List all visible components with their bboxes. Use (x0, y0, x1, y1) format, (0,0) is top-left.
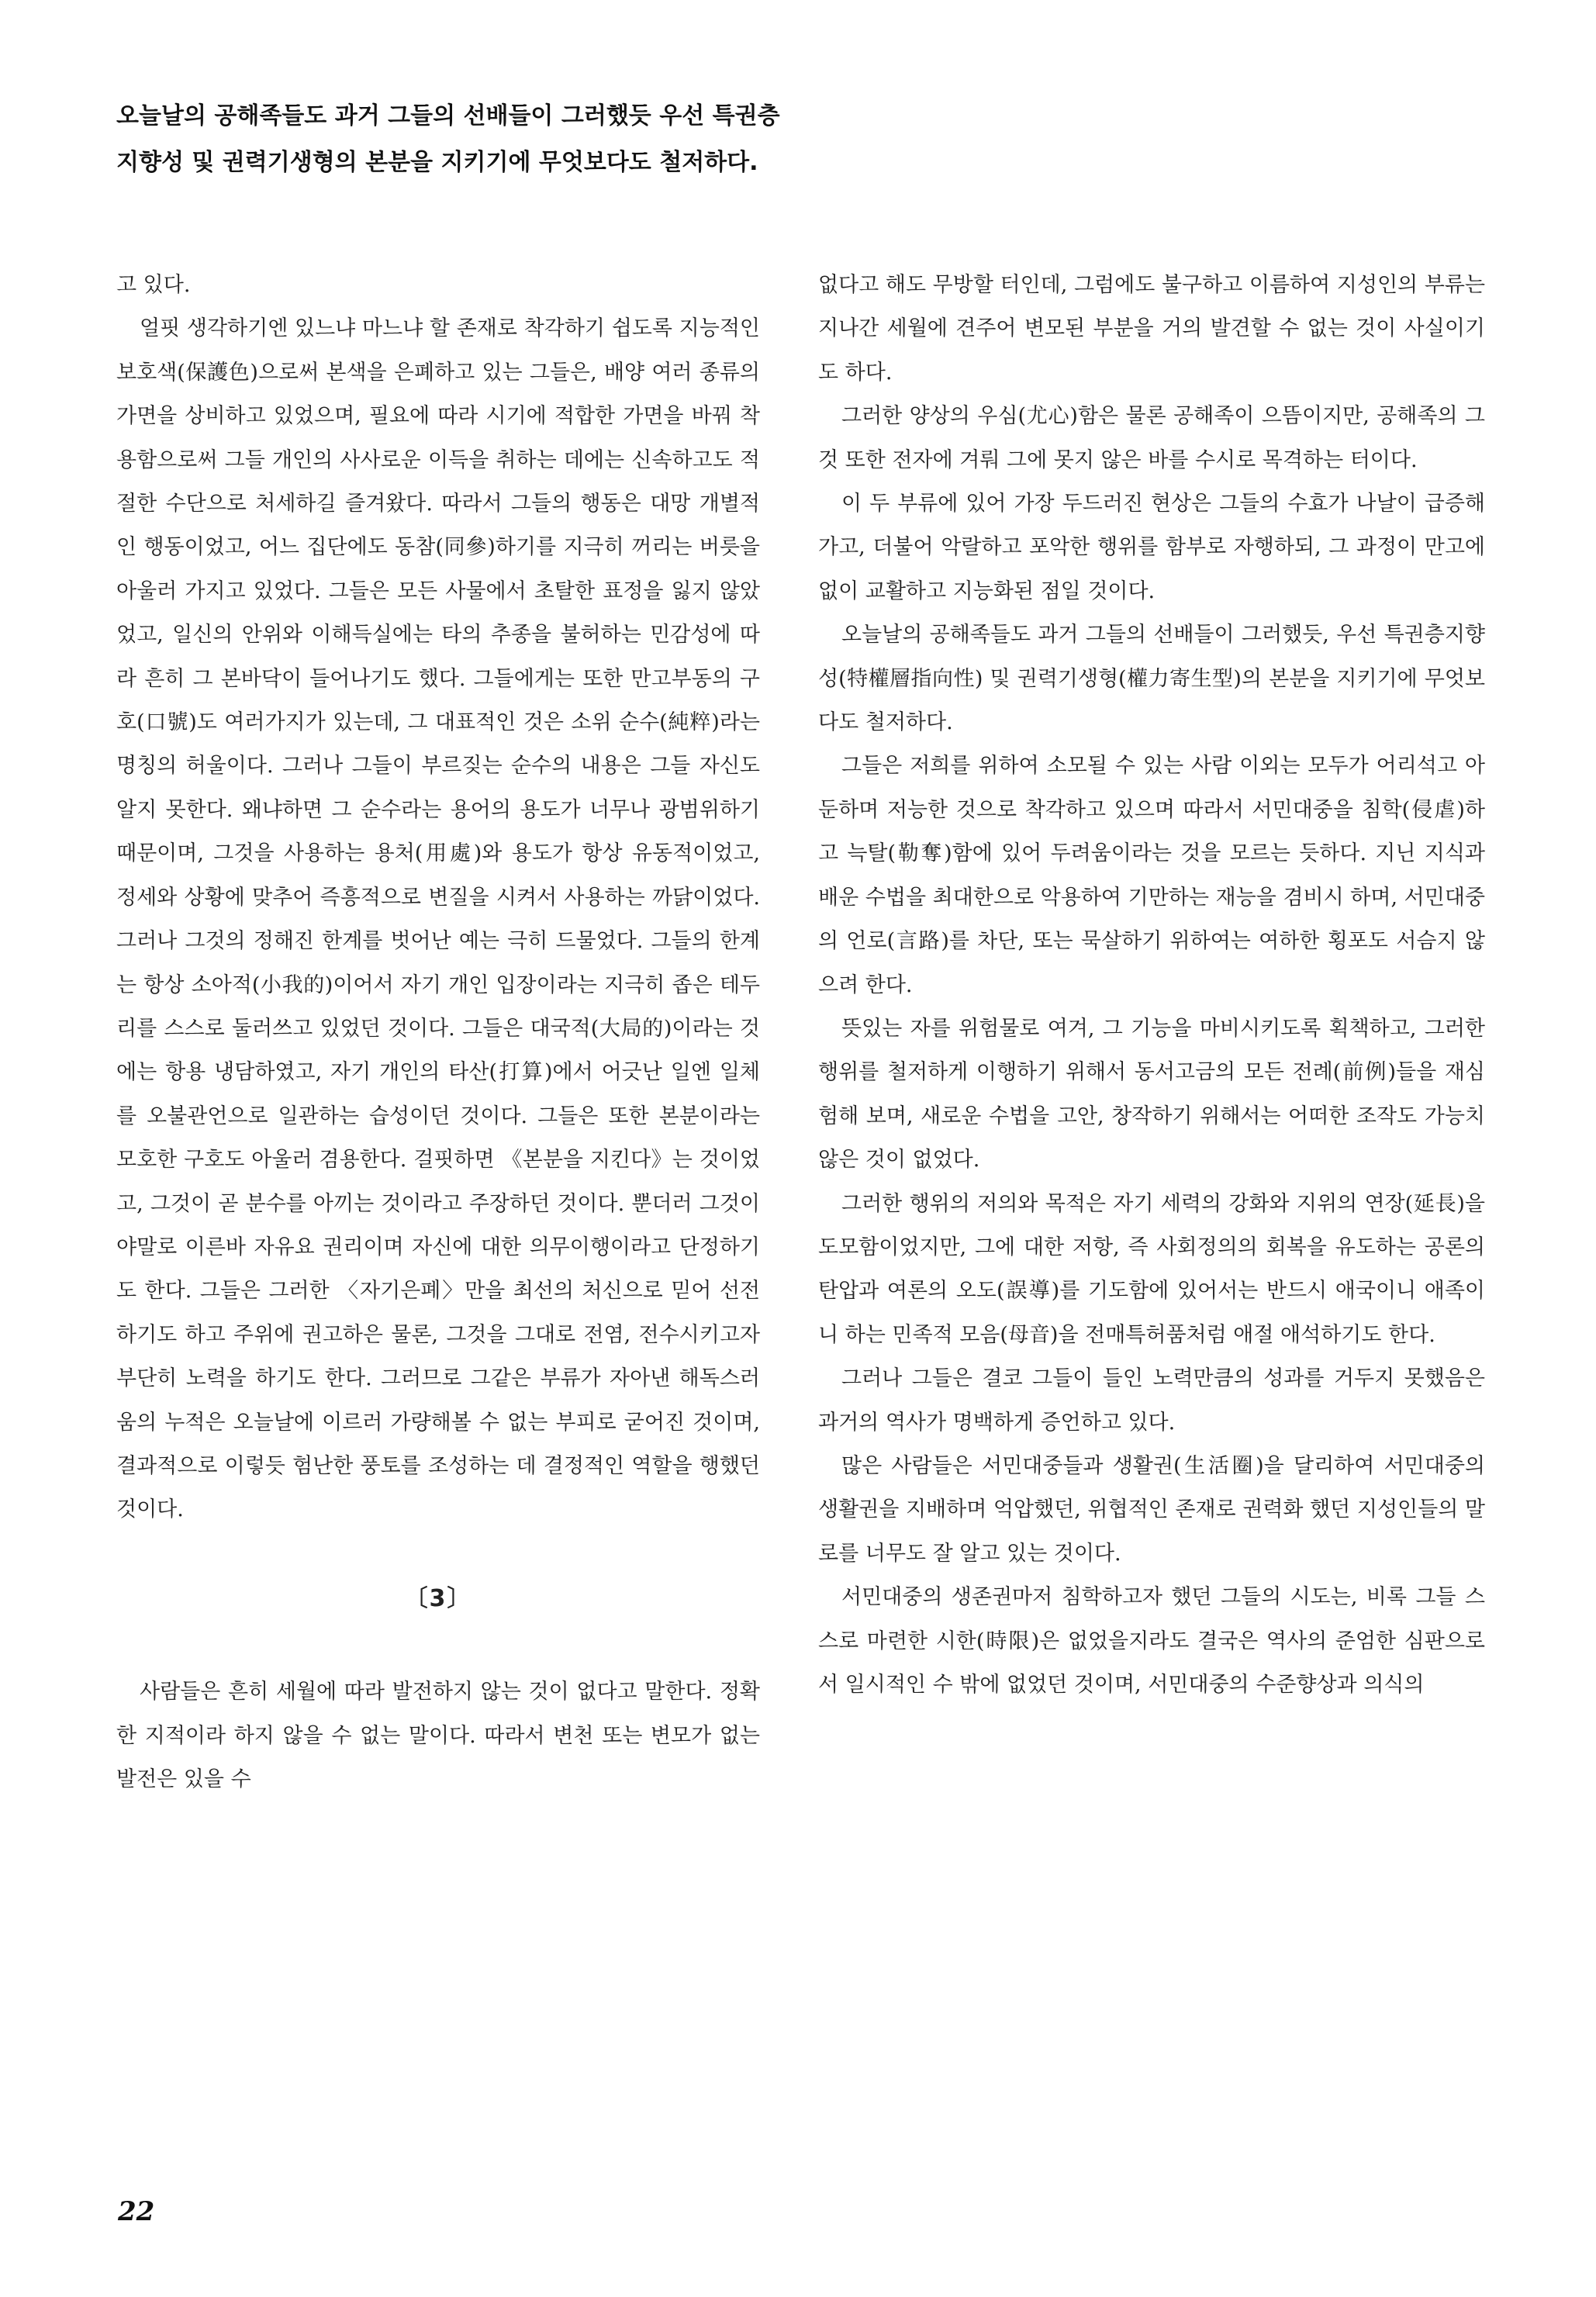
paragraph: 사람들은 흔히 세월에 따라 발전하지 않는 것이 없다고 말한다. 정확한 지적이라 하지 않을 수 없는 말이다. 따라서 변천 또는 변모가 없는 발전은 있을 수 (116, 1680, 760, 1791)
right-column (818, 264, 1485, 1707)
paragraph: 그들은 저희를 위하여 소모될 수 있는 사람 이외는 모두가 어리석고 아둔하며 저능한 것으로 착각하고 있으며 따라서 서민대중을 침학(侵虐)하고 늑탈(勒奪)함에 있어 두려움이라는 것을 모르는 듯하다. 지닌 지식과 배운 수법을 최대한으로 악용하여 기만하는 재능을 겸비시 하며, 서민대중의 언로(言路)를 차단, 또는 묵살하기 위하여는 여하한 횡포도 서슴지 않으려 한다. (818, 754, 1485, 997)
paragraph: 그러한 행위의 저의와 목적은 자기 세력의 강화와 지위의 연장(延長)을 도모함이었지만, 그에 대한 저항, 즉 사회정의의 회복을 유도하는 공론의 탄압과 여론의 오도(誤導)를 기도함에 있어서는 반드시 애국이니 애족이니 하는 민족적 모음(母音)을 전매특허품처럼 애절 애석하기도 한다. (818, 1191, 1485, 1347)
paragraph: 고 있다. (116, 273, 191, 297)
paragraph: 이 두 부류에 있어 가장 두드러진 현상은 그들의 수효가 나날이 급증해가고, 더불어 악랄하고 포악한 행위를 함부로 자행하되, 그 과정이 만고에 없이 교활하고 지능화된 점일 것이다. (818, 492, 1485, 603)
paragraph: 없다고 해도 무방할 터인데, 그럼에도 불구하고 이름하여 지성인의 부류는 지나간 세월에 견주어 변모된 부분을 거의 발견할 수 없는 것이 사실이기도 하다. (818, 273, 1485, 385)
paragraph: 오늘날의 공해족들도 과거 그들의 선배들이 그러했듯, 우선 특권층지향성(特權層指向性) 및 권력기생형(權力寄生型)의 본분을 지키기에 무엇보다도 철저하다. (818, 623, 1485, 735)
section-number: 〔3〕 (404, 1584, 472, 1612)
paragraph: 서민대중의 생존권마저 침학하고자 했던 그들의 시도는, 비록 그들 스스로 마련한 시한(時限)은 없었을지라도 결국은 역사의 준엄한 심판으로서 일시적인 수 밖에 없었던 것이며, 서민대중의 수준향상과 의식의 (818, 1585, 1485, 1697)
paragraph: 얼핏 생각하기엔 있느냐 마느냐 할 존재로 착각하기 쉽도록 지능적인 보호색(保護色)으로써 본색을 은폐하고 있는 그들은, 배양 여러 종류의 가면을 상비하고 있었으며, 필요에 따라 시기에 적합한 가면을 바꿔 착용함으로써 그들 개인의 사사로운 이득을 취하는 데에는 신속하고도 적절한 수단으로 처세하길 즐겨왔다. 따라서 그들의 행동은 대망 개별적인 행동이었고, 어느 집단에도 동참(同參)하기를 지극히 꺼리는 버릇을 아울러 가지고 있었다. 그들은 모든 사물에서 초탈한 표정을 잃지 않았었고, 일신의 안위와 이해득실에는 타의 추종을 불허하는 민감성에 따라 흔히 그 본바닥이 들어나기도 했다. 그들에게는 또한 만고부동의 구호(口號)도 여러가지가 있는데, 그 대표적인 것은 소위 순수(純粹)라는 명칭의 허울이다. 그러나 그들이 부르짖는 순수의 내용은 그들 자신도 알지 못한다. 왜냐하면 그 순수라는 용어의 용도가 너무나 광범위하기 때문이며, 그것을 사용하는 용처(用處)와 용도가 항상 유동적이었고, 정세와 상황에 맞추어 즉흥적으로 변질을 시켜서 사용하는 까닭이었다. 그러나 그것의 정해진 한계를 벗어난 예는 극히 드물었다. 그들의 한계는 항상 소아적(小我的)이어서 자기 개인 입장이라는 지극히 좁은 테두리를 스스로 둘러쓰고 있었던 것이다. 그들은 대국적(大局的)이라는 것에는 항용 냉담하였고, 자기 개인의 타산(打算)에서 어긋난 일엔 일체를 오불관언으로 일관하는 습성이던 것이다. 그들은 또한 본분이라는 모호한 구호도 아울러 겸용한다. 걸핏하면 《본분을 지킨다》는 것이었고, 그것이 곧 분수를 아끼는 것이라고 주장하던 것이다. 뿐더러 그것이야말로 이른바 자유요 권리이며 자신에 대한 의무이행이라고 단정하기도 한다. 그들은 그러한 〈자기은폐〉만을 최선의 처신으로 믿어 선전하기도 하고 주위에 권고하은 물론, 그것을 그대로 전염, 전수시키고자 부단히 노력을 하기도 한다. 그러므로 그같은 부류가 자아낸 해독스러움의 누적은 오늘날에 이르러 가량해볼 수 없는 부피로 굳어진 것이며, 결과적으로 이렇듯 험난한 풍토를 조성하는 데 결정적인 역할을 행했던 것이다. (116, 316, 760, 1522)
pull-quote-line-1: 오늘날의 공해족들도 과거 그들의 선배들이 그러했듯 우선 특권층 (116, 102, 780, 130)
paragraph: 많은 사람들은 서민대중들과 생활권(生活圈)을 달리하여 서민대중의 생활권을 지배하며 억압했던, 위협적인 존재로 권력화 했던 지성인들의 말로를 너무도 잘 알고 있는 것이다. (818, 1453, 1485, 1566)
page-number: 22 (118, 2196, 155, 2227)
paragraph: 그러한 양상의 우심(尤心)함은 물론 공해족이 으뜸이지만, 공해족의 그것 또한 전자에 겨뤄 그에 못지 않은 바를 수시로 목격하는 터이다. (818, 404, 1485, 472)
paragraph: 뜻있는 자를 위험물로 여겨, 그 기능을 마비시키도록 획책하고, 그러한 행위를 철저하게 이행하기 위해서 동서고금의 모든 전례(前例)들을 재심험해 보며, 새로운 수법을 고안, 창작하기 위해서는 어떠한 조작도 가능치 않은 것이 없었다. (818, 1016, 1485, 1173)
pull-quote (116, 93, 1512, 186)
paragraph: 그러나 그들은 결코 그들이 들인 노력만큼의 성과를 거두지 못했음은 과거의 역사가 명백하게 증언하고 있다. (818, 1366, 1485, 1435)
pull-quote-line-2: 지향성 및 권력기생형의 본분을 지키기에 무엇보다도 철저하다. (116, 149, 758, 176)
left-column (116, 264, 760, 1801)
